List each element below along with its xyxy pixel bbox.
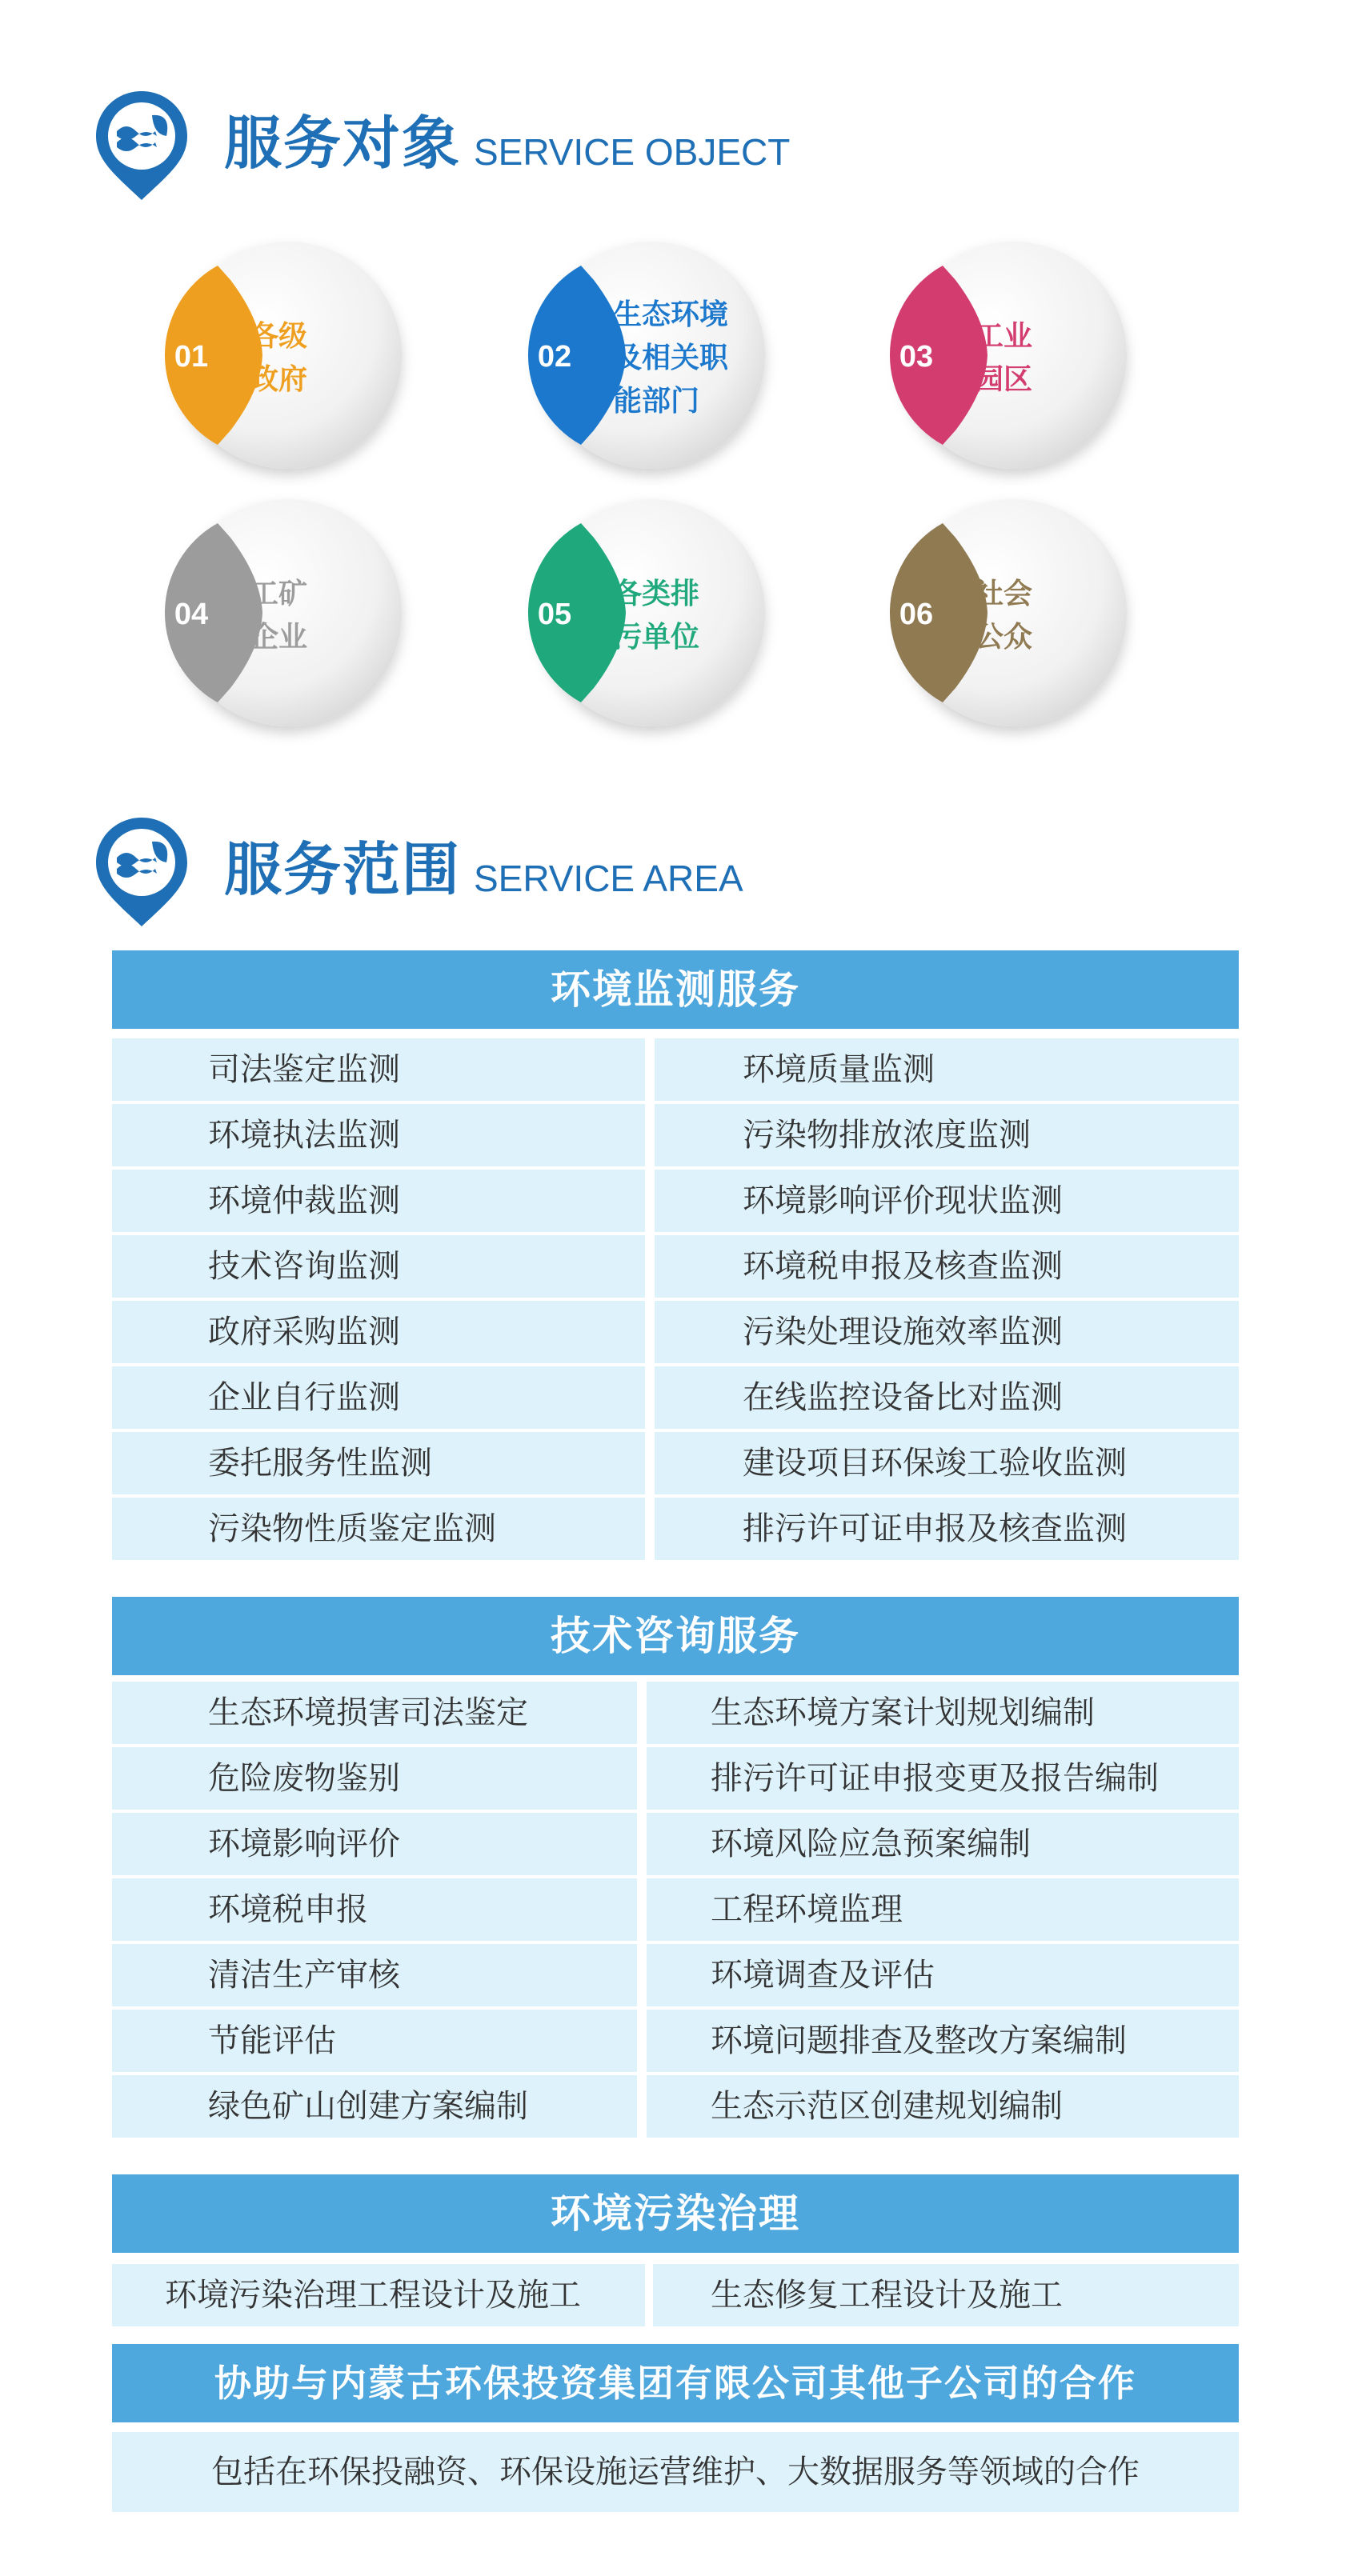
service-object-item	[523, 496, 763, 736]
item-label: 社会 公众	[975, 578, 1033, 654]
service-area-heading	[94, 816, 1055, 928]
service-object-item	[885, 496, 1125, 736]
table-cell-left: 企业自行监测	[112, 1366, 645, 1429]
table-cell-left: 环境执法监测	[112, 1104, 645, 1166]
table-cell-right: 污染物排放浓度监测	[655, 1104, 1239, 1166]
item-number: 03	[899, 340, 934, 374]
table-cell-left: 环境仲裁监测	[112, 1170, 645, 1232]
pollution-title: 环境污染治理	[112, 2174, 1239, 2253]
table-cell-right: 环境影响评价现状监测	[655, 1170, 1239, 1232]
table-cell-left: 生态环境损害司法鉴定	[112, 1682, 637, 1744]
service-object-item	[160, 238, 400, 478]
item-number: 02	[537, 340, 572, 374]
item-label: 各类排 污单位	[613, 578, 700, 654]
table-cell-right: 污染处理设施效率监测	[655, 1301, 1239, 1363]
table-cell-right: 环境风险应急预案编制	[647, 1813, 1239, 1875]
pollution-item-right: 生态修复工程设计及施工	[653, 2264, 1239, 2326]
item-label: 工业 园区	[975, 320, 1033, 396]
table-cell-right: 排污许可证申报变更及报告编制	[647, 1747, 1239, 1810]
table-cell-right: 在线监控设备比对监测	[655, 1366, 1239, 1429]
table-cell-right: 环境税申报及核查监测	[655, 1235, 1239, 1298]
table-cell-right: 环境调查及评估	[647, 1944, 1239, 2006]
table-cell-right: 环境问题排查及整改方案编制	[647, 2010, 1239, 2072]
table-cell-left: 政府采购监测	[112, 1301, 645, 1363]
cooperation-text: 包括在环保投融资、环保设施运营维护、大数据服务等领域的合作	[112, 2432, 1239, 2512]
table-cell-left: 司法鉴定监测	[112, 1038, 645, 1101]
cooperation-title: 协助与内蒙古环保投资集团有限公司其他子公司的合作	[112, 2344, 1239, 2422]
service-object-item	[885, 238, 1125, 478]
table-cell-right: 排污许可证申报及核查监测	[655, 1498, 1239, 1560]
table-cell-left: 危险废物鉴别	[112, 1747, 637, 1810]
service-object-heading	[94, 90, 1055, 202]
table-cell-right: 建设项目环保竣工验收监测	[655, 1432, 1239, 1494]
item-number: 01	[174, 340, 209, 374]
pollution-item-left: 环境污染治理工程设计及施工	[112, 2264, 645, 2326]
item-label: 各级 政府	[250, 320, 308, 396]
section-title-zh: 服务对象	[224, 110, 462, 177]
service-object-item	[160, 496, 400, 736]
table-cell-left: 清洁生产审核	[112, 1944, 637, 2006]
water-drop-pin-icon	[94, 90, 189, 202]
table-cell-left: 环境税申报	[112, 1878, 637, 1941]
table-cell-right: 生态环境方案计划规划编制	[647, 1682, 1239, 1744]
table-cell-right: 工程环境监理	[647, 1878, 1239, 1941]
table-cell-left: 技术咨询监测	[112, 1235, 645, 1298]
table-cell-right: 环境质量监测	[655, 1038, 1239, 1101]
water-drop-pin-icon	[94, 816, 189, 928]
item-number: 06	[899, 598, 934, 631]
section-title-en: SERVICE AREA	[474, 858, 743, 899]
table-cell-left: 环境影响评价	[112, 1813, 637, 1875]
item-number: 04	[174, 598, 209, 631]
item-label: 生态环境 及相关职 能部门	[613, 298, 729, 418]
consulting-title: 技术咨询服务	[112, 1597, 1239, 1675]
table-cell-left: 污染物性质鉴定监测	[112, 1498, 645, 1560]
service-object-item	[523, 238, 763, 478]
table-cell-right: 生态示范区创建规划编制	[647, 2075, 1239, 2138]
section-title-zh: 服务范围	[224, 836, 462, 903]
table-cell-left: 绿色矿山创建方案编制	[112, 2075, 637, 2138]
item-label: 工矿 企业	[250, 578, 308, 654]
table-cell-left: 委托服务性监测	[112, 1432, 645, 1494]
section-title-en: SERVICE OBJECT	[474, 131, 791, 173]
monitoring-title: 环境监测服务	[112, 950, 1239, 1029]
item-number: 05	[537, 598, 572, 631]
table-cell-left: 节能评估	[112, 2010, 637, 2072]
